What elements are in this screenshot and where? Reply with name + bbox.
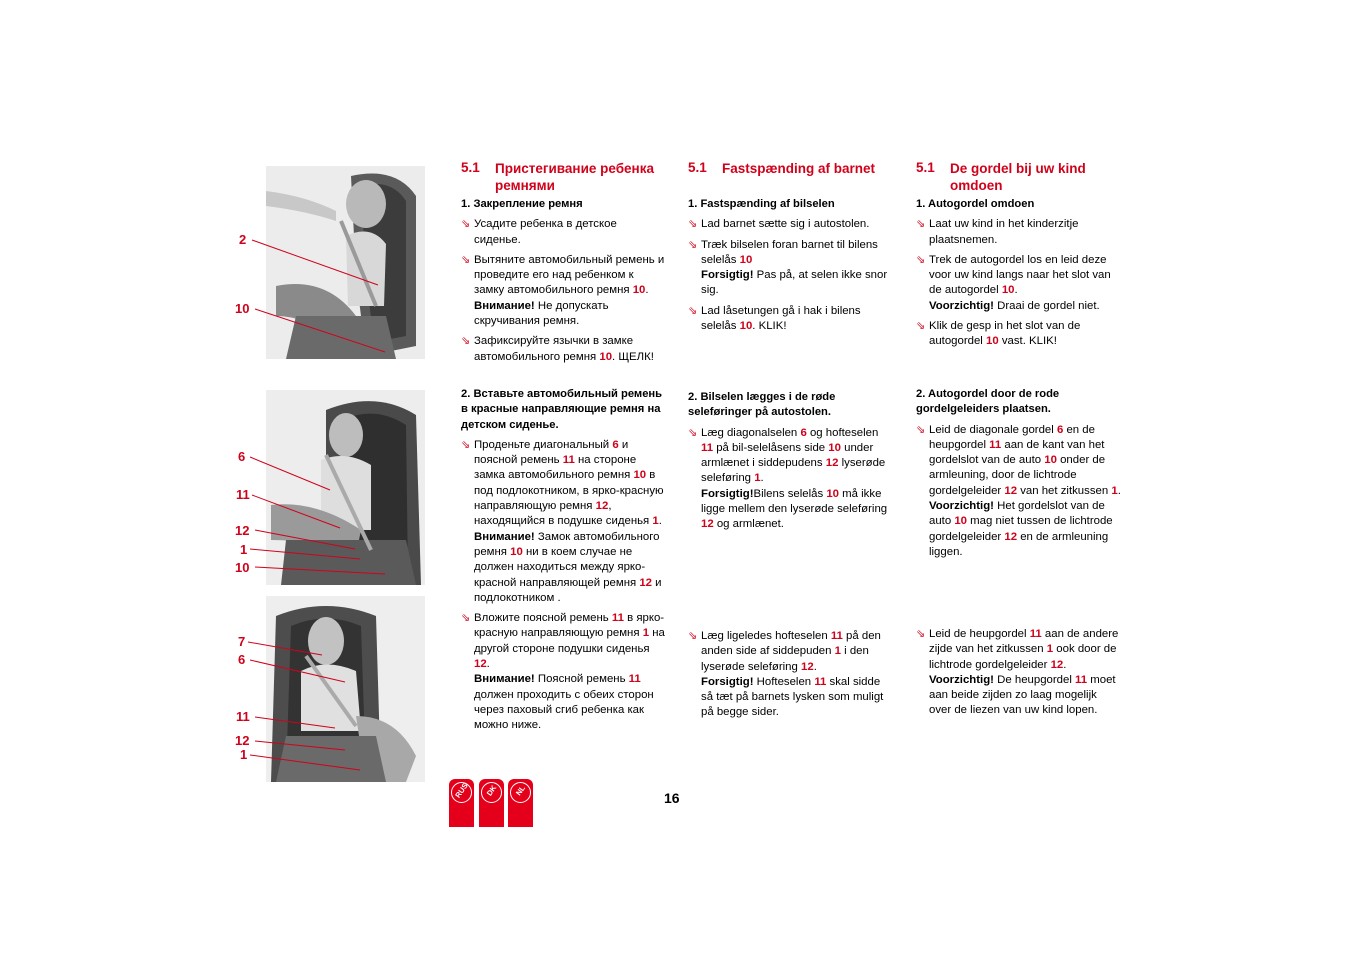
section-title-nl — [916, 160, 1121, 194]
column-nl-step2b — [916, 627, 1121, 719]
item-text: на стороне замка автомобильного ремня — [474, 454, 637, 482]
item-text: Поясной ремень — [534, 673, 629, 686]
part-number: 12 — [1050, 658, 1064, 671]
part-number: 10 — [826, 487, 839, 500]
tab-label: DK — [484, 783, 499, 798]
item-text: . — [1063, 658, 1067, 671]
item-text: . — [760, 472, 764, 485]
arrow-icon: ⇘ — [688, 238, 698, 251]
item-text: ни в коем случае не должен находиться между ярко-красной направляющей ремня — [474, 545, 646, 589]
part-number: 6 — [1056, 423, 1064, 436]
item-text: en de armleuning liggen. — [929, 530, 1109, 558]
arrow-icon: ⇘ — [461, 253, 471, 266]
callout-2: 2 — [239, 232, 247, 247]
subsection-title: 1. Fastspænding af bilselen — [688, 198, 835, 210]
part-number: 11 — [562, 454, 575, 467]
item-text: Усадите ребенка в детское сиденье. — [474, 218, 617, 246]
warning-label: Внимание! — [474, 299, 535, 312]
warning-label: Forsigtig! — [701, 487, 754, 500]
callout-10: 10 — [235, 301, 250, 316]
part-number: 10 — [510, 545, 523, 558]
arrow-icon: ⇘ — [688, 218, 698, 231]
list-item — [461, 611, 666, 733]
item-text: under armlænet i siddepudens — [701, 441, 874, 470]
language-tab-dk[interactable] — [479, 779, 504, 827]
subsection-title: 2. Autogordel door de rode gordelgeleiders plaatsen. — [916, 388, 1060, 416]
item-text: Bilens selelås — [753, 487, 827, 500]
part-number: 1 — [642, 627, 650, 640]
item-text: Leid de heupgordel — [929, 628, 1030, 640]
item-text: Het gordelslot van de auto — [929, 500, 1105, 528]
arrow-icon: ⇘ — [688, 630, 698, 642]
callout-11: 11 — [236, 487, 250, 502]
item-text: Hofteselen — [753, 675, 815, 688]
part-number: 10 — [1001, 284, 1015, 297]
page-number: 16 — [664, 790, 680, 806]
tab-label: RUS — [453, 781, 470, 800]
item-text: . — [813, 660, 817, 673]
item-text: en de heupgordel — [929, 423, 1095, 451]
part-number: 12 — [825, 457, 839, 470]
item-text: . — [1014, 284, 1018, 297]
list-item — [688, 238, 893, 299]
part-number: 1 — [652, 515, 659, 528]
list-item — [916, 217, 1121, 248]
item-text: og hofteselen — [806, 426, 879, 439]
item-text: Вытяните автомобильный ремень и проведите его над ребенком к замку автомобильного ремня — [474, 253, 665, 297]
item-text: в ярко-красную направляющую ремня — [474, 612, 665, 640]
callout-12: 12 — [235, 733, 250, 748]
part-number: 6 — [612, 438, 619, 451]
part-number: 1 — [1046, 643, 1054, 656]
list-item — [688, 426, 893, 533]
part-number: 1 — [754, 472, 761, 485]
list-item — [916, 319, 1121, 350]
part-number: 11 — [830, 630, 843, 642]
part-number: 10 — [599, 350, 613, 363]
item-text: Не допускать скручивания ремня. — [474, 299, 609, 328]
item-text: и подлокотником . — [474, 576, 662, 604]
item-text: Draai de gordel niet. — [993, 299, 1100, 312]
callout-12: 12 — [235, 523, 250, 538]
item-text: на другой стороне подушки сиденья — [474, 627, 665, 655]
arrow-icon: ⇘ — [688, 426, 698, 439]
item-text: mag niet tussen de lichtrode gordelgeleider — [929, 515, 1113, 543]
tab-label: NL — [513, 783, 528, 798]
arrow-icon: ⇘ — [916, 320, 926, 333]
item-text: lyserøde seleføring — [701, 457, 886, 485]
item-text: в под подлокотником, в ярко-красную направляющую ремня — [474, 469, 664, 513]
warning-label: Forsigtig! — [701, 675, 754, 688]
callout-10: 10 — [235, 560, 250, 575]
list-item — [461, 334, 666, 365]
part-number: 10 — [1044, 454, 1057, 467]
item-text: ook door de lichtrode gordelgeleider — [929, 643, 1117, 671]
item-text: onder de armleuning, door de lichtrode gordelgeleider — [929, 454, 1106, 497]
item-text: Klik de gesp in het slot van de autogordel — [929, 320, 1081, 348]
callout-1: 1 — [240, 542, 248, 557]
column-dk-step2b — [688, 629, 893, 721]
list-item — [688, 629, 893, 721]
list-item — [461, 438, 666, 606]
part-number: 10 — [954, 515, 968, 528]
column-nl-step2 — [916, 387, 1121, 560]
part-number: 11 — [989, 438, 1002, 451]
arrow-icon: ⇘ — [688, 304, 698, 317]
arrow-icon: ⇘ — [461, 335, 471, 348]
item-text: moet aan beide zijden zo laag mogelijk over de liezen van uw kind lopen. — [929, 673, 1116, 717]
item-text: på den anden side af siddepuden — [701, 630, 881, 658]
warning-label: Voorzichtig! — [929, 673, 994, 686]
arrow-icon: ⇘ — [461, 438, 471, 451]
callout-6: 6 — [238, 652, 246, 667]
warning-label: Voorzichtig! — [929, 299, 994, 312]
part-number: 11 — [701, 441, 714, 454]
part-number: 10 — [739, 320, 753, 333]
language-tab-nl[interactable] — [508, 779, 533, 827]
arrow-icon: ⇘ — [461, 218, 471, 231]
section-title: Fastspænding af barnet — [722, 161, 876, 176]
subsection-title: 1. Закрепление ремня — [461, 198, 583, 210]
list-item — [916, 253, 1121, 314]
section-title-dk — [688, 160, 893, 177]
item-text: Træk bilselen foran barnet til bilens selelås — [701, 238, 878, 266]
callout-7: 7 — [238, 634, 246, 649]
item-text: Вложите поясной ремень — [474, 612, 612, 625]
section-number: 5.1 — [461, 160, 480, 175]
part-number: 10 — [739, 253, 753, 266]
warning-label: Внимание! — [474, 673, 535, 686]
part-number: 10 — [633, 469, 647, 482]
item-text: aan de kant van het gordelslot van de auto — [929, 438, 1105, 467]
part-number: 10 — [828, 441, 841, 454]
item-text: . — [645, 284, 649, 297]
list-item — [688, 217, 893, 232]
item-text: skal sidde så tæt på barnets lysken som muligt på begge sider. — [701, 675, 884, 719]
item-text: Laat uw kind in het kinderzitje plaatsnemen. — [929, 218, 1079, 246]
item-text: på bil-selelåsens side — [713, 441, 829, 454]
subsection-title: 1. Autogordel omdoen — [916, 198, 1035, 210]
item-text: Leid de diagonale gordel — [929, 423, 1057, 436]
list-item — [916, 423, 1121, 561]
column-dk — [688, 160, 893, 334]
arrow-icon: ⇘ — [461, 612, 471, 625]
part-number: 6 — [800, 426, 807, 439]
warning-label: Voorzichtig! — [929, 500, 994, 513]
item-text: Зафиксируйте язычки в замке автомобильного ремня — [474, 335, 634, 363]
part-number: 12 — [801, 660, 814, 673]
section-title-rus — [461, 160, 666, 194]
arrow-icon: ⇘ — [916, 253, 926, 266]
language-tab-rus[interactable] — [449, 779, 474, 827]
section-number: 5.1 — [688, 160, 707, 175]
part-number: 12 — [1004, 530, 1018, 543]
section-title: De gordel bij uw kind omdoen — [950, 161, 1086, 193]
list-item — [461, 253, 666, 329]
part-number: 12 — [595, 500, 609, 513]
item-text: . — [486, 658, 490, 671]
item-text: aan de andere zijde van het zitkussen — [929, 628, 1119, 656]
part-number: 11 — [1029, 628, 1042, 640]
item-text: og armlænet. — [713, 518, 784, 531]
item-text: De heupgordel — [993, 673, 1076, 686]
item-text: . — [1117, 484, 1121, 497]
item-text: . ЩЕЛК! — [612, 350, 654, 363]
item-text: Pas på, at selen ikke snor sig. — [701, 269, 888, 297]
item-text: должен проходить с обеих сторон через паховый сгиб ребенка как можно ниже. — [474, 688, 654, 732]
column-rus — [461, 160, 666, 365]
arrow-icon: ⇘ — [916, 628, 926, 640]
part-number: 1 — [834, 645, 841, 658]
item-text: Læg diagonalselen — [701, 426, 801, 439]
item-text: . — [658, 515, 662, 528]
part-number: 1 — [1111, 484, 1118, 497]
item-text: Lad låsetungen gå i hak i bilens selelås — [701, 304, 861, 333]
item-text: Trek de autogordel los en leid deze voor uw kind langs naar het slot van de autogordel — [929, 253, 1111, 297]
part-number: 10 — [986, 335, 999, 348]
part-number: 10 — [632, 284, 646, 297]
part-number: 12 — [639, 576, 653, 589]
item-text: vast. KLIK! — [998, 335, 1057, 348]
callout-1: 1 — [240, 747, 248, 762]
part-number: 11 — [628, 673, 641, 686]
part-number: 12 — [474, 658, 487, 671]
section-number: 5.1 — [916, 160, 935, 175]
subsection-title: 2. Bilselen lægges i de røde seleføringer på autostolen. — [688, 391, 836, 419]
part-number: 11 — [1075, 673, 1088, 686]
item-text: . KLIK! — [752, 320, 787, 333]
part-number: 11 — [611, 612, 624, 625]
arrow-icon: ⇘ — [916, 423, 926, 436]
item-text: Læg ligeledes hofteselen — [701, 630, 831, 642]
section-title: Пристегивание ребенка ремнями — [495, 161, 654, 193]
item-text: и поясной ремень — [474, 438, 629, 467]
arrow-icon: ⇘ — [916, 218, 926, 231]
warning-label: Forsigtig! — [701, 269, 754, 282]
part-number: 11 — [814, 675, 827, 688]
item-text: i den lyserøde seleføring — [701, 645, 869, 673]
callout-6: 6 — [238, 449, 246, 464]
column-dk-step2 — [688, 390, 893, 533]
item-text: må ikke ligge mellem den lyserøde seleføring — [701, 487, 888, 516]
list-item — [688, 304, 893, 335]
list-item — [916, 627, 1121, 719]
item-text: Замок автомобильного ремня — [474, 530, 660, 558]
part-number: 12 — [1004, 484, 1018, 497]
callout-11: 11 — [236, 709, 250, 724]
subsection-title: 2. Вставьте автомобильный ремень в красные направляющие ремня на детском сиденье. — [461, 388, 663, 431]
item-text: van het zitkussen — [1017, 484, 1112, 497]
warning-label: Внимание! — [474, 530, 535, 543]
item-text: Lad barnet sætte sig i autostolen. — [701, 218, 870, 231]
column-rus-step2 — [461, 387, 666, 734]
item-text: Проденьте диагональный — [474, 438, 613, 451]
list-item — [461, 217, 666, 248]
column-nl — [916, 160, 1121, 350]
item-text: , находящийся в подушке сиденья — [474, 500, 653, 528]
part-number: 12 — [701, 518, 714, 531]
